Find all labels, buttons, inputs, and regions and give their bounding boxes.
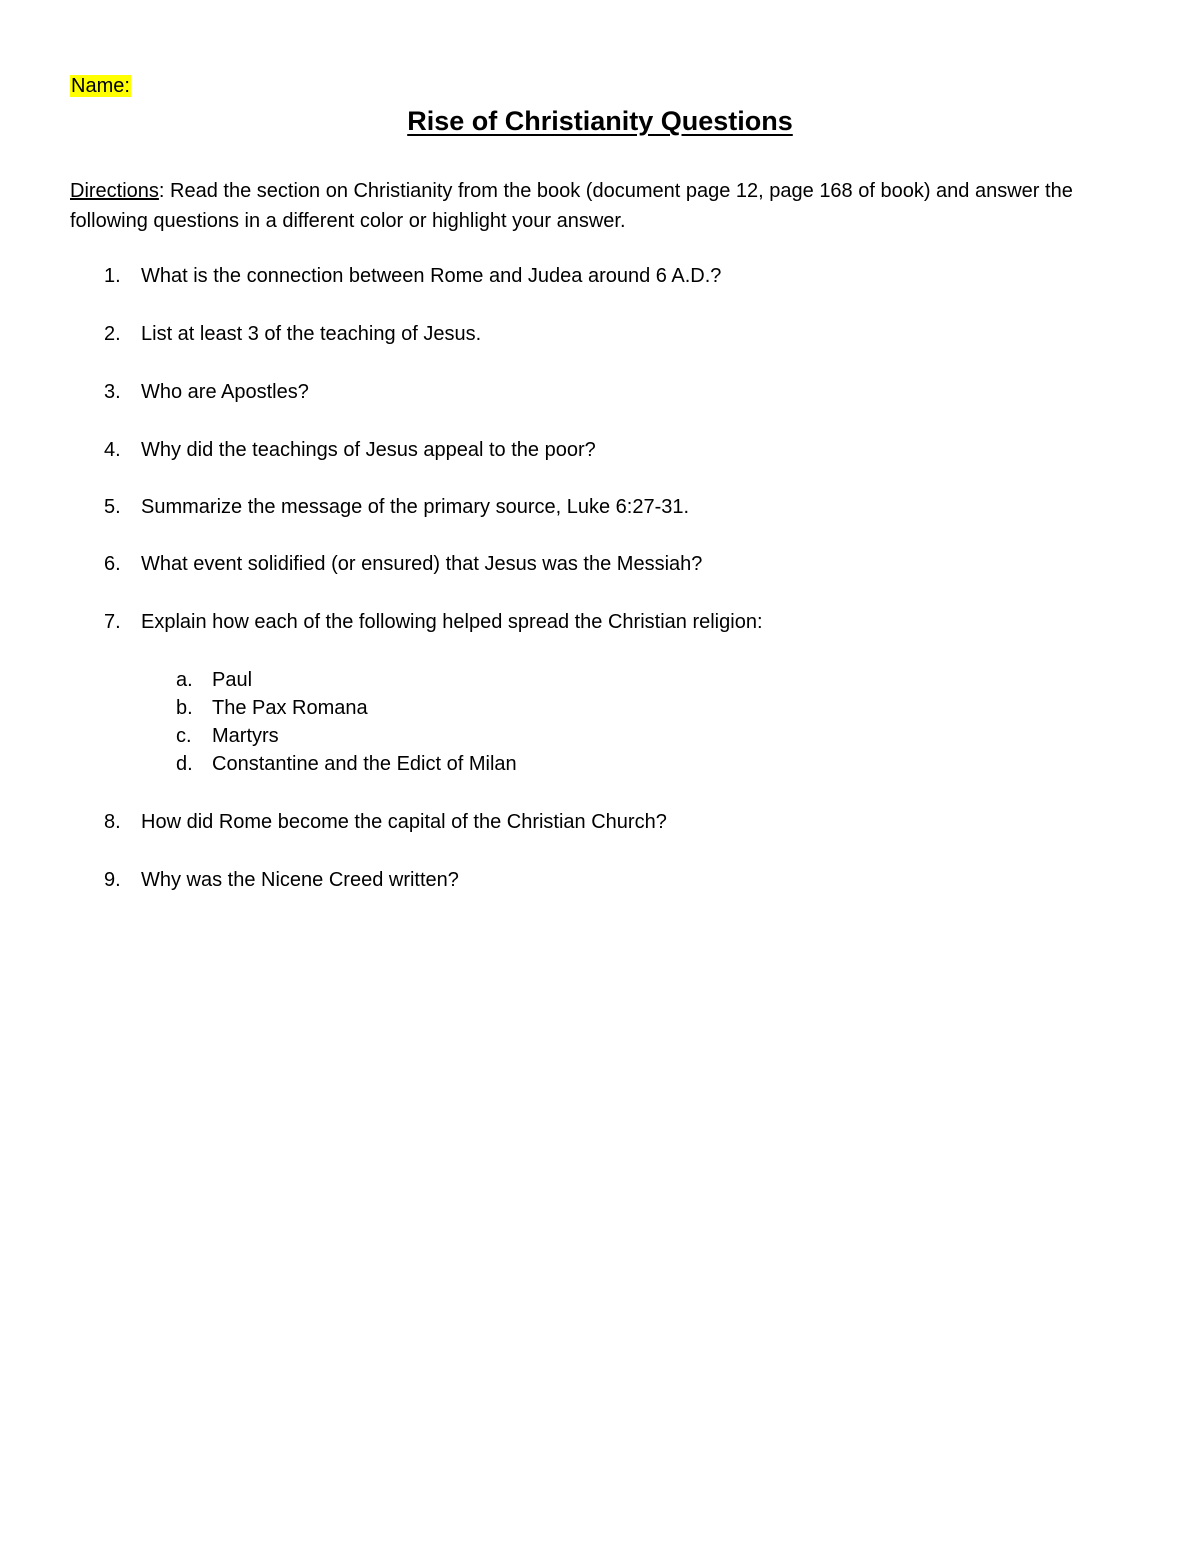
sub-item-letter: b. [176,697,193,719]
question-number: 9. [104,869,121,891]
sub-item-letter: c. [176,725,192,747]
question-text: What event solidified (or ensured) that Jesus was the Messiah? [141,553,703,575]
sub-item-letter: a. [176,669,193,691]
question-number: 1. [104,265,121,287]
sub-item-text: Martyrs [212,725,279,747]
directions-label: Directions [70,180,159,202]
question-text: Summarize the message of the primary source, Luke 6:27-31. [141,496,690,518]
question-text: What is the connection between Rome and Judea around 6 A.D.? [141,265,722,287]
question-text: List at least 3 of the teaching of Jesus. [141,323,482,345]
sub-item-text: Constantine and the Edict of Milan [212,753,517,775]
question-number: 2. [104,323,121,345]
sub-item-letter: d. [176,753,193,775]
sub-item-text: Paul [212,669,253,691]
question-number: 5. [104,496,121,518]
question-number: 7. [104,611,121,633]
question-text: Who are Apostles? [141,381,309,403]
name-label-highlight: Name: [71,75,130,97]
question-text: Why did the teachings of Jesus appeal to the poor? [141,439,596,461]
page-title: Rise of Christianity Questions [407,106,793,136]
directions-text: : Read the section on Christianity from the book (document page 12, page 168 of book) and answer the following questions in a different color or highlight your answer. [70,180,1073,232]
question-number: 8. [104,811,121,833]
question-text: Why was the Nicene Creed written? [141,869,459,891]
directions-paragraph [70,176,1130,236]
question-text: How did Rome become the capital of the Christian Church? [141,811,667,833]
question-text: Explain how each of the following helped spread the Christian religion: [141,611,763,633]
question-number: 3. [104,381,121,403]
sub-item-text: The Pax Romana [212,697,368,719]
name-field-label [70,72,131,100]
question-number: 6. [104,553,121,575]
question-number: 4. [104,439,121,461]
